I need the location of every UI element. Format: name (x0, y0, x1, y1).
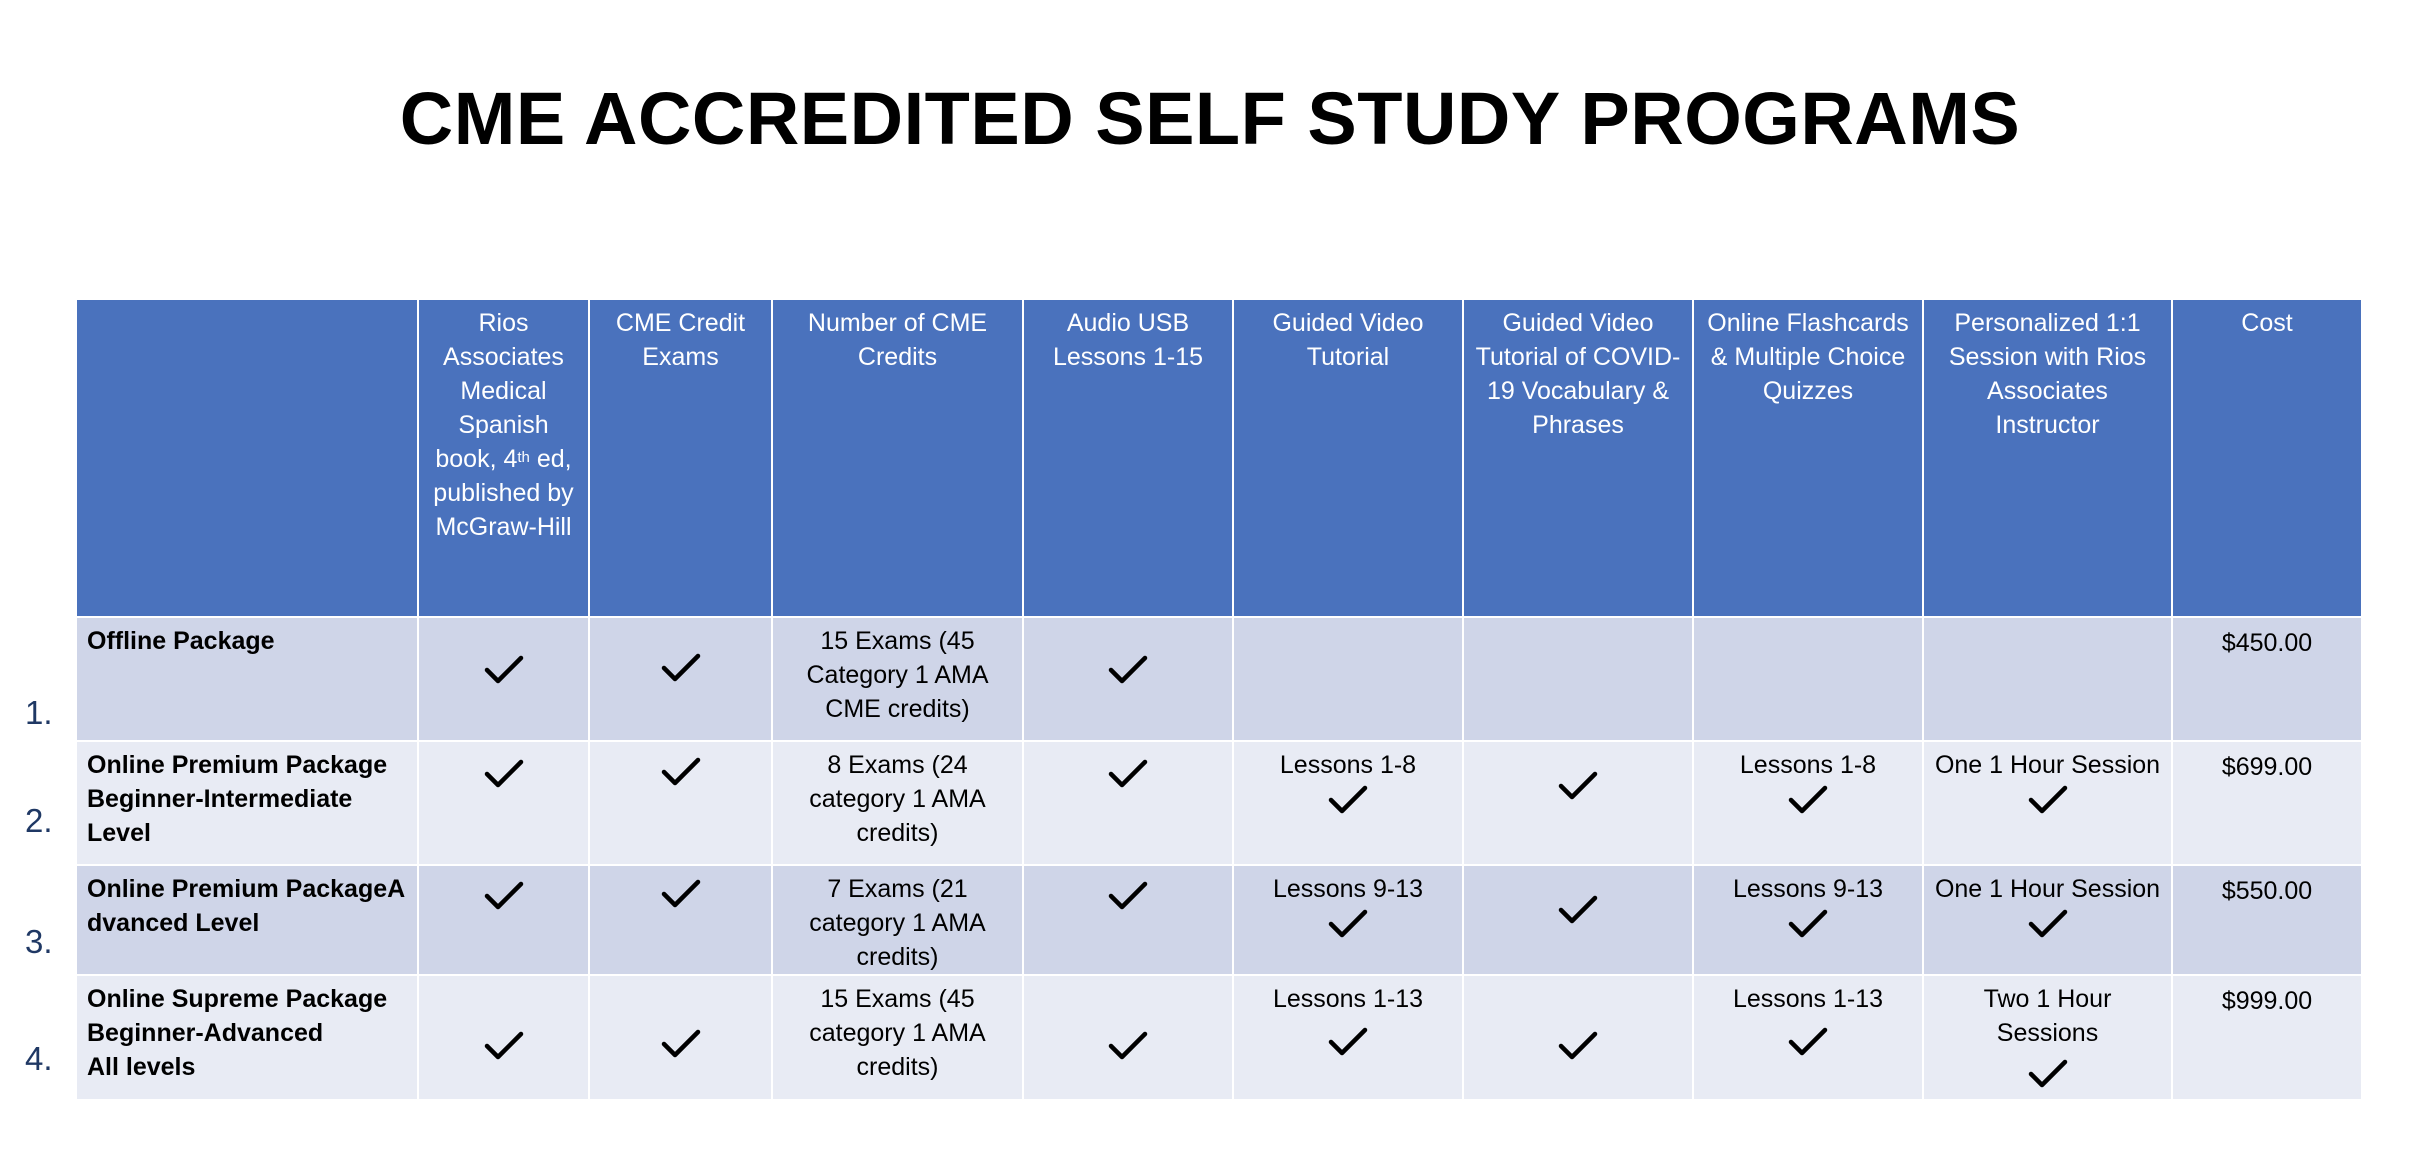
session-cell (1923, 741, 2172, 865)
video-cell (1233, 741, 1463, 865)
check-icon (2027, 1058, 2069, 1090)
check-icon (483, 654, 525, 686)
cost-text: $550.00 (2221, 877, 2313, 905)
check-icon (2027, 784, 2069, 816)
header-session: Personalized 1:1 Session with Rios Associates Instructor (1923, 299, 2172, 617)
credits-cell (772, 975, 1023, 1100)
check-icon (1107, 1030, 1149, 1062)
header-book-label: Rios Associates Medical Spanish book, 4 (435, 309, 564, 473)
check-icon (1557, 894, 1599, 926)
flashcards-text: Lessons 1-13 (1732, 985, 1884, 1013)
table-row (76, 975, 2362, 1100)
row-number: 2. (25, 802, 53, 839)
header-flashcards: Online Flashcards & Multiple Choice Quizzes (1693, 299, 1923, 617)
cost-text: $699.00 (2221, 753, 2313, 781)
package-name-line: Online Premium Package (87, 751, 388, 779)
audio-cell (1023, 741, 1233, 865)
header-audio: Audio USB Lessons 1-15 (1023, 299, 1233, 617)
credits-text: 8 Exams (24 category 1 AMA credits) (809, 751, 986, 847)
check-icon (1327, 1026, 1369, 1058)
book-cell (418, 741, 589, 865)
audio-cell (1023, 617, 1233, 741)
flashcards-cell (1693, 741, 1923, 865)
check-icon (660, 756, 702, 788)
flashcards-cell (1693, 975, 1923, 1100)
package-name-line: Online Supreme Package (87, 985, 388, 1013)
header-exams: CME Credit Exams (589, 299, 772, 617)
exams-cell (589, 617, 772, 741)
programs-table (75, 298, 2363, 1101)
credits-cell (772, 617, 1023, 741)
video-cell (1233, 617, 1463, 741)
package-name-line: dvanced Level (87, 909, 260, 937)
table-row (76, 865, 2362, 975)
cost-cell (2172, 617, 2362, 741)
check-icon (660, 1028, 702, 1060)
session-text: One 1 Hour Session (1934, 751, 2161, 779)
page-title: CME ACCREDITED SELF STUDY PROGRAMS (399, 77, 2021, 160)
flashcards-cell (1693, 865, 1923, 975)
cost-cell (2172, 741, 2362, 865)
check-icon (483, 1030, 525, 1062)
package-name-line: Level (87, 819, 151, 847)
package-name (76, 741, 418, 865)
check-icon (1557, 1030, 1599, 1062)
package-name (76, 865, 418, 975)
check-icon (2027, 908, 2069, 940)
check-icon (1557, 770, 1599, 802)
header-video: Guided Video Tutorial (1233, 299, 1463, 617)
exams-cell (589, 865, 772, 975)
check-icon (483, 758, 525, 790)
check-icon (483, 880, 525, 912)
flashcards-text: Lessons 1-8 (1739, 751, 1877, 779)
check-icon (1107, 880, 1149, 912)
audio-cell (1023, 975, 1233, 1100)
check-icon (1327, 784, 1369, 816)
row-number: 4. (25, 1040, 53, 1077)
credits-text: 15 Exams (45 category 1 AMA credits) (809, 985, 986, 1081)
header-covid: Guided Video Tutorial of COVID-19 Vocabulary & Phrases (1463, 299, 1693, 617)
check-icon (1107, 654, 1149, 686)
covid-cell (1463, 865, 1693, 975)
header-credits: Number of CME Credits (772, 299, 1023, 617)
covid-cell (1463, 975, 1693, 1100)
header-cost: Cost (2172, 299, 2362, 617)
row-number: 3. (25, 923, 53, 960)
session-cell (1923, 865, 2172, 975)
header-package (76, 299, 418, 617)
session-cell (1923, 975, 2172, 1100)
credits-text: 15 Exams (45 Category 1 AMA CME credits) (806, 627, 989, 723)
book-cell (418, 617, 589, 741)
video-text: Lessons 9-13 (1272, 875, 1424, 903)
check-icon (660, 652, 702, 684)
cost-text: $450.00 (2221, 629, 2313, 657)
session-text: One 1 Hour Session (1934, 875, 2161, 903)
header-book (418, 299, 589, 617)
check-icon (1787, 908, 1829, 940)
exams-cell (589, 975, 772, 1100)
package-name (76, 617, 418, 741)
table-row (76, 617, 2362, 741)
package-name-line: Beginner-Advanced (87, 1019, 324, 1047)
book-cell (418, 975, 589, 1100)
video-text: Lessons 1-8 (1279, 751, 1417, 779)
check-icon (1327, 908, 1369, 940)
video-cell (1233, 975, 1463, 1100)
credits-cell (772, 741, 1023, 865)
covid-cell (1463, 741, 1693, 865)
flashcards-cell (1693, 617, 1923, 741)
video-cell (1233, 865, 1463, 975)
video-text: Lessons 1-13 (1272, 985, 1424, 1013)
table-row (76, 741, 2362, 865)
check-icon (660, 878, 702, 910)
package-name-line: Offline Package (87, 627, 275, 655)
package-name (76, 975, 418, 1100)
book-cell (418, 865, 589, 975)
check-icon (1787, 1026, 1829, 1058)
exams-cell (589, 741, 772, 865)
covid-cell (1463, 617, 1693, 741)
session-text: Two 1 Hour Sessions (1983, 985, 2112, 1047)
session-cell (1923, 617, 2172, 741)
audio-cell (1023, 865, 1233, 975)
package-name-line: Beginner-Intermediate (87, 785, 353, 813)
flashcards-text: Lessons 9-13 (1732, 875, 1884, 903)
cost-cell (2172, 975, 2362, 1100)
cost-text: $999.00 (2221, 987, 2313, 1015)
check-icon (1787, 784, 1829, 816)
package-name-line: Online Premium PackageA (87, 875, 406, 903)
package-name-line: All levels (87, 1053, 196, 1081)
credits-cell (772, 865, 1023, 975)
cost-cell (2172, 865, 2362, 975)
credits-text: 7 Exams (21 category 1 AMA credits) (809, 875, 986, 971)
row-number: 1. (25, 694, 53, 731)
header-book-tail: ed, published by McGraw-Hill (433, 445, 574, 541)
check-icon (1107, 758, 1149, 790)
header-row (76, 299, 2362, 617)
header-book-sup: th (517, 449, 530, 466)
